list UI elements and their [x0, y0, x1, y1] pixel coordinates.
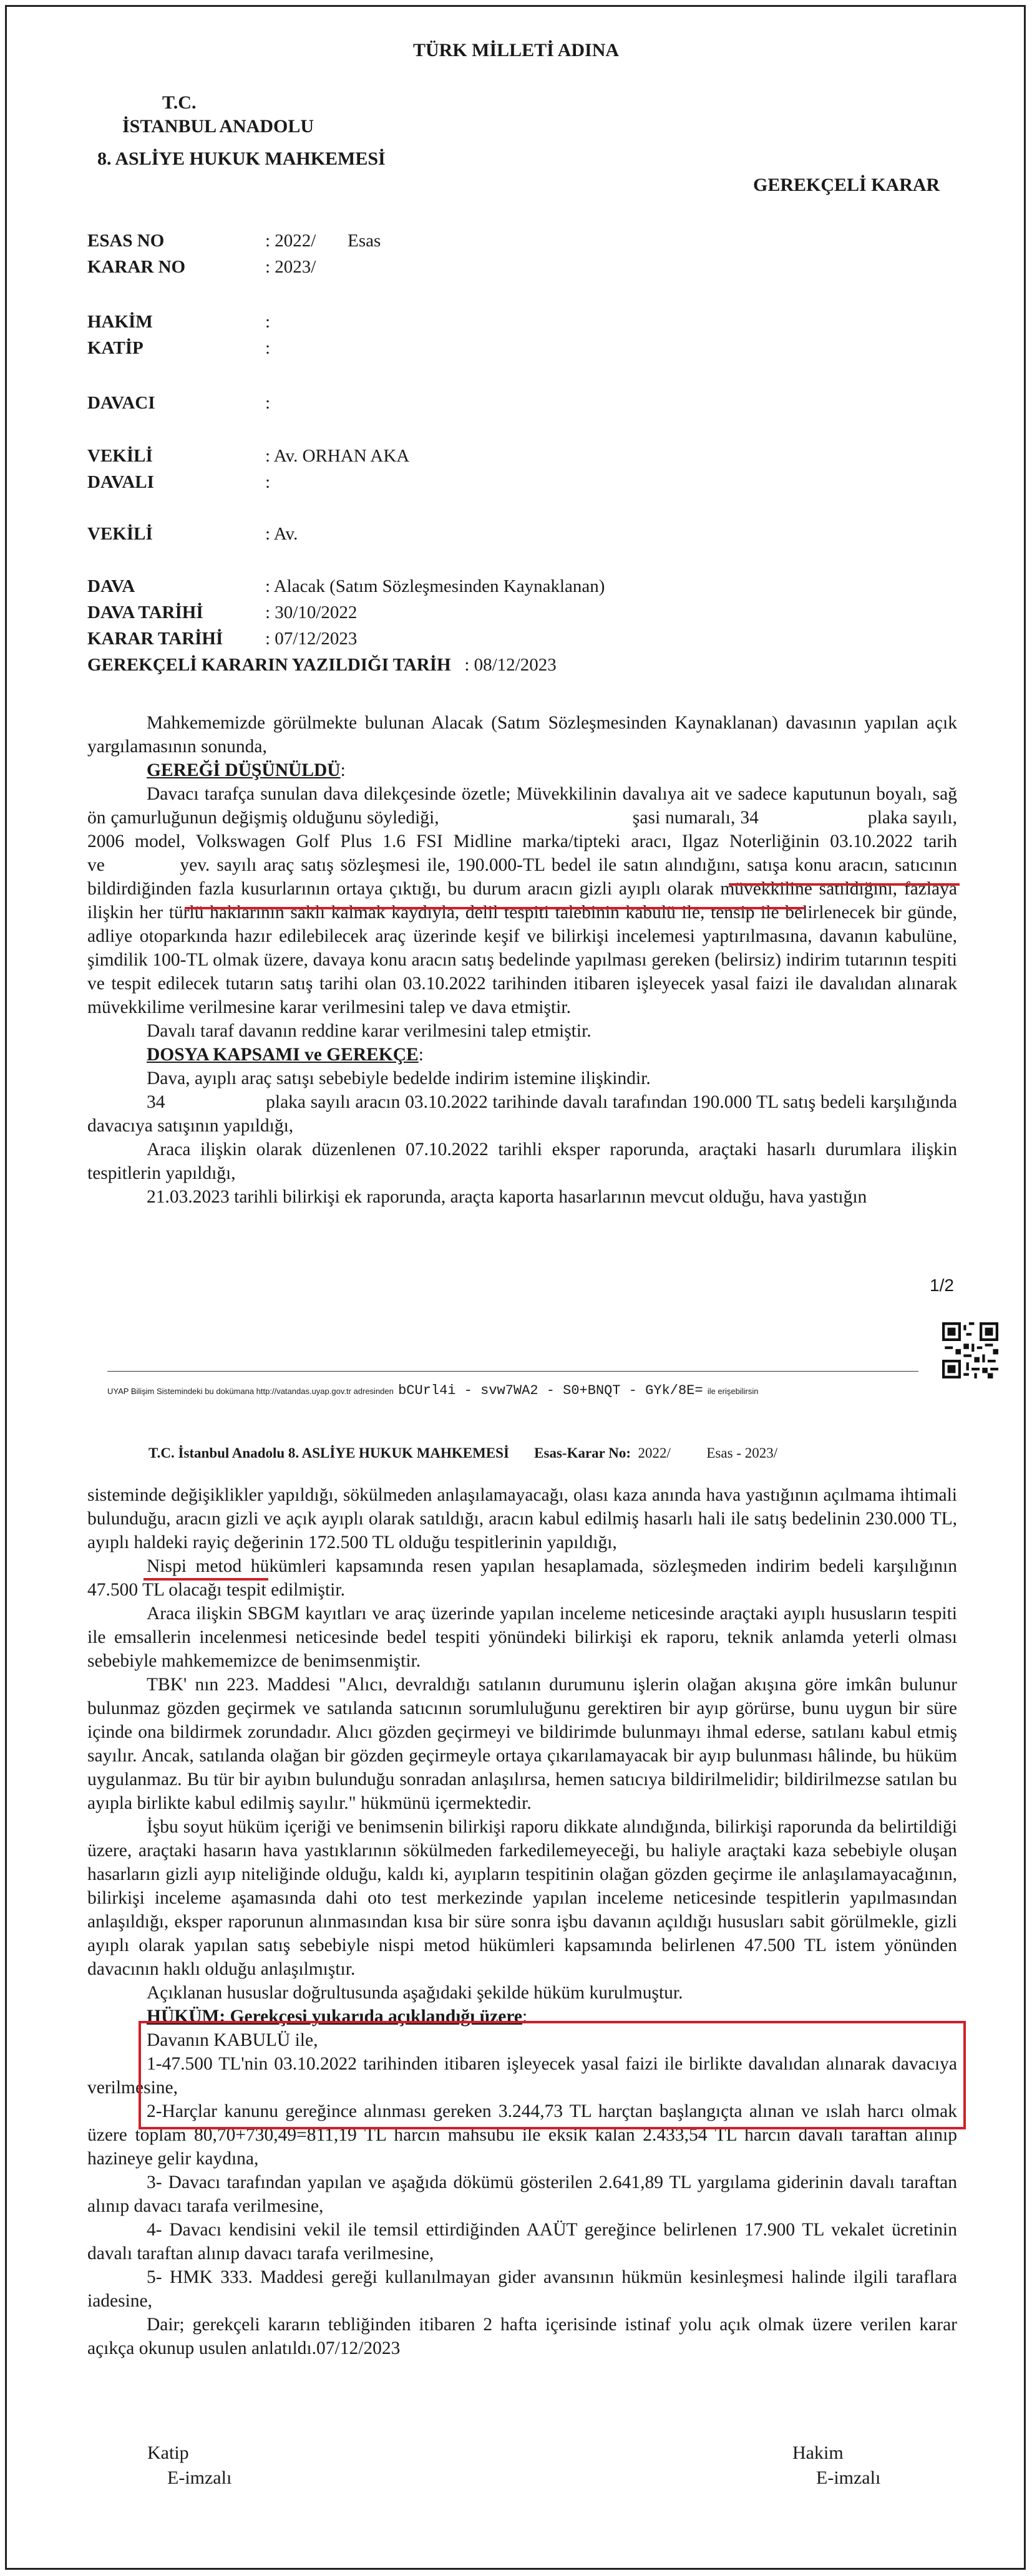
- tc-label: T.C.: [162, 92, 197, 113]
- gerek-heading: GEREĞİ DÜŞÜNÜLDÜ:: [147, 760, 346, 780]
- field-davali: DAVALI :: [87, 472, 271, 492]
- verification-code: bCUrl4i - svw7WA2 - S0+BNQT - GYk/8E=: [398, 1383, 703, 1398]
- hukum-item-1: 1-47.500 TL'nin 03.10.2022 tarihinden itibaren işleyecek yasal faizi ile birlikte davalıdan alınarak davacıya verilmesine,: [87, 2054, 957, 2098]
- hukum-item-3: 3- Davacı tarafından yapılan ve aşağıda dökümü gösterilen 2.641,89 TL yargılama giderinin davalı taraftan alınıp davacı tarafa verilmesine,: [87, 2172, 957, 2216]
- conclusion-paragraph: Açıklanan hususlar doğrultusunda aşağıdaki şekilde hüküm kurulmuştur.: [147, 1983, 683, 2003]
- dosya-paragraph-1: Dava, ayıplı araç satışı sebebiyle bedelde indirim istemine ilişkindir.: [147, 1068, 651, 1088]
- court-city: İSTANBUL ANADOLU: [122, 116, 314, 137]
- dosya-paragraph-4: 21.03.2023 tarihli bilirkişi ek raporunda, araçta kaporta hasarlarının mevcut olduğu, hava yastığın: [147, 1187, 867, 1207]
- signature-katip-status: E-imzalı: [167, 2467, 232, 2488]
- uyap-footer: UYAP Bilişim Sistemindeki bu dokümana http://vatandas.uyap.gov.tr adresinden bCUrl4i - svw7WA2 - S0+BNQT - GYk/8E= ile erişebilirsin: [107, 1383, 759, 1398]
- field-karar-no: KARAR NO : 2023/: [87, 257, 316, 277]
- dosya-paragraph-3: Araca ilişkin olarak düzenlenen 07.10.2022 tarihli eksper raporunda, araçtaki hasarlı durumlara ilişkin tespitlerin yapıldığı,: [87, 1140, 957, 1183]
- field-dava-tarihi: DAVA TARİHİ : 30/10/2022: [87, 603, 358, 622]
- hukum-item-kabul: Davanın KABULÜ ile,: [147, 2030, 318, 2050]
- qr-code-icon: [942, 1322, 998, 1378]
- dosya-paragraph-2: 34 plaka sayılı aracın 03.10.2022 tarihinde davalı tarafından 190.000 TL satış bedeli karşılığında davacıya satışının yapıldığı,: [87, 1092, 957, 1136]
- sbgm-paragraph: Araca ilişkin SBGM kayıtları ve araç üzerinde yapılan inceleme neticesinde araçtaki ayıplı hususların tespiti ile emsallerin incelenmesi neticesinde bedel tespiti yönündeki bilirkişi ek raporu, teknik anlamda yeterli olması sebebiyle mahkememizce de benimsenmiştir.: [87, 1604, 957, 1671]
- hukum-item-5: 5- HMK 333. Maddesi gereği kullanılmayan gider avansının hükmün kesinleşmesi halinde ilgili taraflara iadesine,: [87, 2267, 957, 2311]
- signature-hakim-title: Hakim: [792, 2443, 844, 2463]
- hukum-heading: HÜKÜM: Gerekçesi yukarıda açıklandığı üzere:: [147, 2007, 528, 2026]
- document-heading: TÜRK MİLLETİ ADINA: [412, 40, 620, 61]
- intro-paragraph: Mahkememizde görülmekte bulunan Alacak (Satım Sözleşmesinden Kaynaklanan) davasının yapılan açık yargılamasının sonunda,: [87, 713, 957, 757]
- field-davali-vekili: VEKİLİ : Av.: [87, 524, 298, 544]
- field-dava: DAVA : Alacak (Satım Sözleşmesinden Kaynaklanan): [87, 576, 605, 596]
- closing-paragraph: Dair; gerekçeli kararın tebliğinden itibaren 2 hafta içerisinde istinaf yolu açık olmak üzere verilen karar açıkça okunup usulen anlatıldı.07/12/2023: [87, 2315, 957, 2358]
- field-esas-no: ESAS NO : 2022/ Esas: [87, 231, 381, 251]
- underline-annotation: [144, 1578, 268, 1581]
- body-page2: [87, 1483, 957, 2360]
- document-type: GEREKÇELİ KARAR: [753, 175, 940, 195]
- claim-paragraph: Davacı tarafça sunulan dava dilekçesinde özetle; Müvekkilinin davalıya ait ve sadece kaputunun boyalı, sağ ön çamurluğunun değişmiş olduğunu söylediği, şasi numaralı, 34 plaka sayılı, 2006 model, Volkswagen Golf Plus 1.6 FSI Midline marka/tipteki aracı, Ilgaz Noterliğinin 03.10.2022 tarih ve yev. sayılı araç satış sözleşmesi ile, 190.000-TL bedel ile satın alındığını, satışa konu aracın, satıcının bildirdiğinden fazla kusurlarının ortaya çıktığı, bu durum aracın gizli ayıplı olarak müvekkiline satıldığını, fazlaya ilişkin her türlü haklarının saklı kalmak kaydıyla, delil tespiti talebinin kabulü ile, tensip ile belirlenecek bir günde, adliye otoparkında hazır edilebilecek araç üzerinde keşif ve bilirkişi incelemesi yaptırılmasına, davanın kabulüne, şimdilik 100-TL olmak üzere, davaya konu aracın satış bedelinde yapılması gereken (belirsiz) indirim tutarının tespiti ve tespit edilecek tutarın satış tarihi olan 03.10.2022 tarihinden itibaren işleyecek yasal faizi ile davalıdan alınarak müvekkilime verilmesine karar verilmesini talep ve dava etmiştir.: [87, 784, 957, 1017]
- continued-paragraph: sisteminde değişiklikler yapıldığı, sökülmeden anlaşılamayacağı, olası kaza anında hava yastığının açılmama ihtimali bulunduğu, aracın gizli ve açık ayıplı olarak satıldığı, aracın kabul edilmiş hasarlı hali ile satış bedelinin 230.000 TL, ayıplı haldeki rayiç değerinin 172.500 TL olduğu tespitlerinin yapıldığı,: [87, 1485, 957, 1552]
- field-davaci: DAVACI :: [87, 393, 271, 413]
- hukum-item-2: 2-Harçlar kanunu gereğince alınması gereken 3.244,73 TL harçtan başlangıçta alınan ve ıslah harcı olmak üzere toplam 80,70+730,49=811,19 TL harcın mahsubu ile eksik kalan 2.433,54 TL harcın davalı taraftan alınıp hazineye gelir kaydına,: [87, 2101, 957, 2169]
- highlight-box-annotation: [139, 2021, 966, 2129]
- field-gerekceli-tarih: GEREKÇELİ KARARIN YAZILDIĞI TARİH : 08/12/2023: [87, 655, 557, 675]
- assessment-paragraph: İşbu soyut hüküm içeriği ve benimsenin bilirkişi raporu dikkate alındığında, bilirkişi raporunda da belirtildiği üzere, araçtaki hasarın hava yastıklarının sökülmeden farkedilemeyeceği, bu haliyle araçtaki kaza sebebiyle oluşan hasarların gizli ayıp niteliğinde olduğu, kaldı ki, ayıpların tespitinin olağan gözden geçirme ile anlaşılamayacağının, bilirkişi inceleme aşamasında dahi oto test merkezinde yapılan inceleme neticesinde tespitlerin yapılmasından anlaşıldığı, eksper raporunun alınmasından kısa bir süre sonra işbu davanın açıldığı hususları sabit görülmekle, gizli ayıplı olarak yapılan satış sebebiyle nispi metod hükümleri kapsamında belirlenen 47.500 TL istem yönünden davacının haklı olduğu anlaşılmıştır.: [87, 1817, 957, 1979]
- signature-hakim-status: E-imzalı: [816, 2467, 881, 2488]
- field-karar-tarihi: KARAR TARİHİ : 07/12/2023: [87, 629, 358, 649]
- signature-katip-title: Katip: [147, 2443, 189, 2463]
- dosya-heading: DOSYA KAPSAMI ve GEREKÇE:: [147, 1045, 424, 1065]
- tbk-paragraph: TBK' nın 223. Maddesi "Alıcı, devraldığı satılanın durumunu işlerin olağan akışına göre imkân bulunur bulunmaz gözden geçirmek ve satılanda satıcının sorumluluğunu gerektiren bir ayıp görürse, bunu uygun bir süre içinde ona bildirmek zorundadır. Alıcı gözden geçirmeyi ve bildirimde bulunmayı ihmal ederse, satılanı kabul etmiş sayılır. Ancak, satılanda olağan bir gözden geçirmeyle ortaya çıkarılamayacak bir ayıp bulunması hâlinde, bu hüküm uygulanmaz. Bu tür bir ayıbın bulunduğu sonradan anlaşılırsa, hemen satıcıya bildirilmelidir; bildirilmezse satılan bu ayıpla birlikte kabul edilmiş sayılır." hükmünü içermektedir.: [87, 1675, 957, 1813]
- page2-header: T.C. İstanbul Anadolu 8. ASLİYE HUKUK MAHKEMESİ Esas-Karar No: 2022/ Esas - 2023/: [148, 1445, 778, 1461]
- body-page1: [87, 711, 957, 1209]
- footer-rule: [107, 1371, 918, 1372]
- page-number: 1/2: [930, 1276, 954, 1295]
- field-hakim: HAKİM :: [87, 312, 271, 332]
- field-davaci-vekili: VEKİLİ : Av. ORHAN AKA: [87, 446, 410, 466]
- hukum-item-4: 4- Davacı kendisini vekil ile temsil ettirdiğinden AAÜT gereğince belirlenen 17.900 TL vekalet ücretinin davalı taraftan alınıp davacı tarafa verilmesine,: [87, 2220, 957, 2264]
- underline-annotation: [185, 907, 805, 909]
- underline-annotation: [729, 883, 960, 886]
- nispi-paragraph: Nispi metod hükümleri kapsamında resen yapılan hesaplamada, sözleşmeden indirim bedeli karşılığının 47.500 TL olacağı tespit edilmiştir.: [87, 1556, 957, 1600]
- court-name: 8. ASLİYE HUKUK MAHKEMESİ: [97, 148, 386, 169]
- defense-paragraph: Davalı taraf davanın reddine karar verilmesini talep etmiştir.: [147, 1021, 591, 1041]
- field-katip: KATİP :: [87, 338, 271, 358]
